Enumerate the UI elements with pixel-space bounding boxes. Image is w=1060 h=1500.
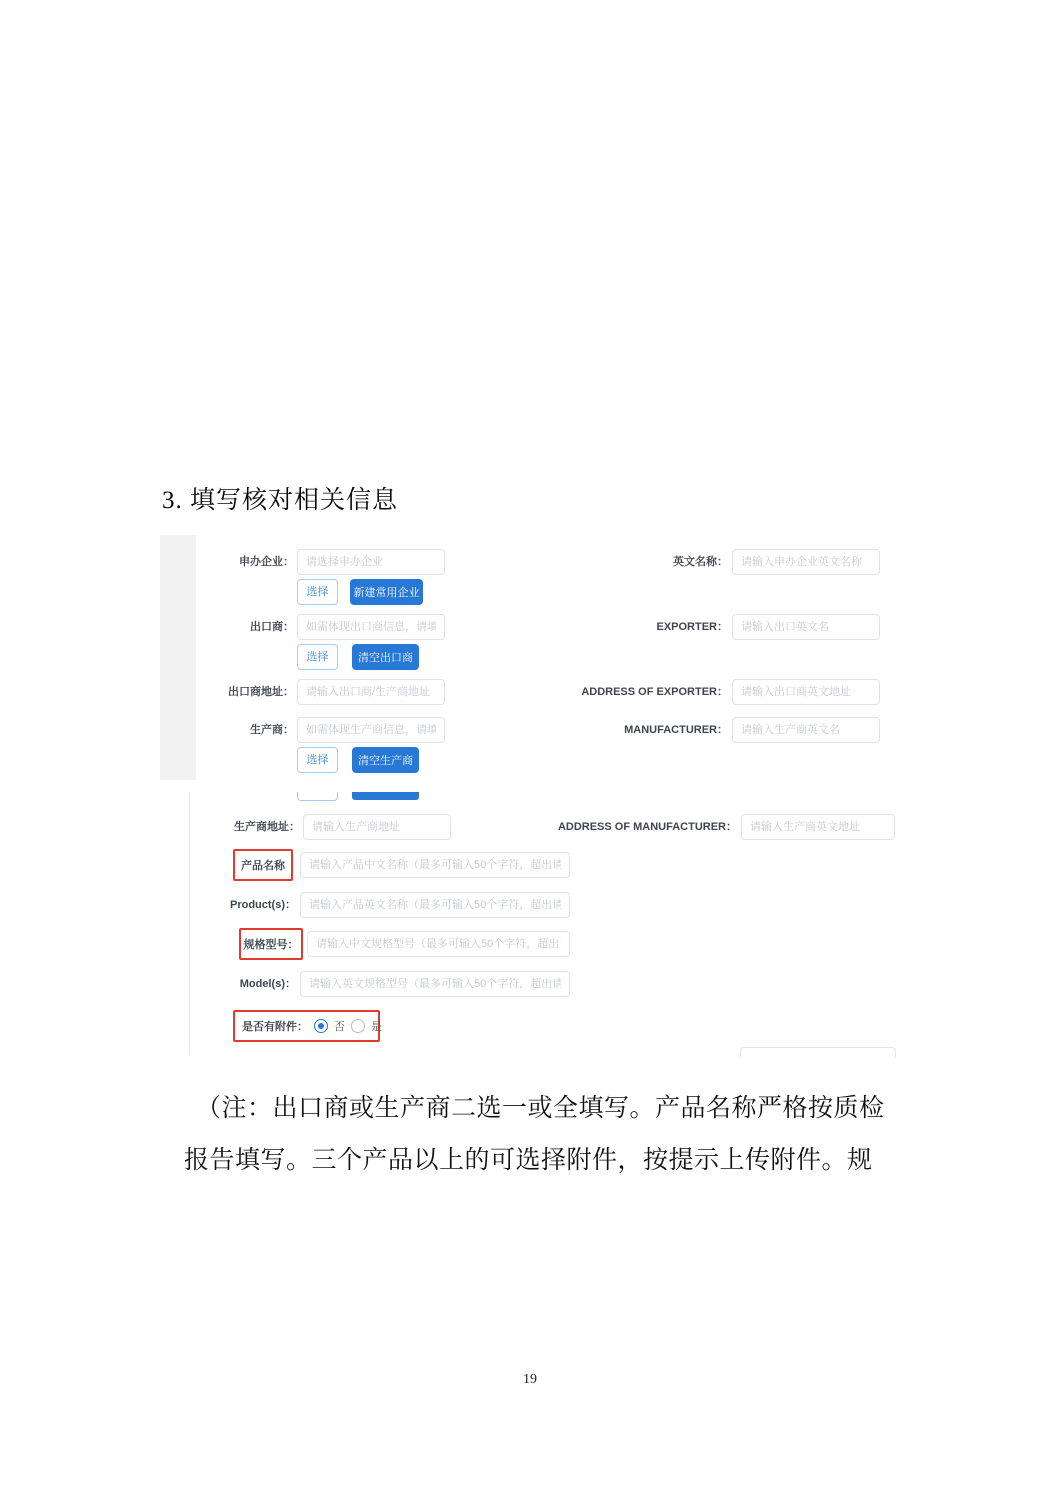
new-company-button[interactable]: 新建常用企业 [350, 579, 423, 605]
manufacturer-addr-cn-input[interactable] [303, 814, 451, 840]
exporter-cn-input[interactable] [297, 614, 445, 640]
manufacturer-cn-label: 生产商： [250, 724, 294, 736]
manufacturer-addr-cn-label: 生产商地址： [234, 821, 300, 833]
model-en-input[interactable] [300, 971, 570, 997]
model-en-label: Model(s)： [239, 978, 296, 990]
product-en-label: Product(s)： [230, 899, 296, 911]
attachment-no-radio[interactable] [314, 1019, 328, 1033]
section-heading: 3. 填写核对相关信息 [162, 487, 399, 514]
cut-primary-button-fragment [352, 792, 419, 800]
cut-select-button-fragment [297, 792, 338, 801]
applicant-cn-input[interactable] [297, 549, 445, 575]
applicant-en-input[interactable] [732, 549, 880, 575]
exporter-cn-label: 出口商： [250, 621, 294, 633]
attachment-no-label: 否 [334, 1021, 345, 1033]
select-exporter-button[interactable]: 选择 [297, 644, 338, 670]
manufacturer-addr-en-label: ADDRESS OF MANUFACTURER： [557, 821, 737, 833]
clear-manufacturer-button[interactable]: 清空生产商 [352, 747, 419, 773]
manufacturer-addr-en-input[interactable] [741, 814, 895, 840]
exporter-addr-cn-input[interactable] [297, 679, 445, 705]
applicant-en-label: 英文名称： [673, 556, 728, 568]
manufacturer-en-input[interactable] [732, 717, 880, 743]
exporter-addr-cn-label: 出口商地址： [228, 686, 294, 698]
product-cn-input[interactable] [300, 852, 570, 878]
attachment-yes-label: 是 [371, 1021, 382, 1033]
product-cn-label: 产品名称 [241, 860, 285, 872]
exporter-en-input[interactable] [732, 614, 880, 640]
product-cn-highlight-box [233, 849, 293, 881]
select-applicant-button[interactable]: 选择 [297, 579, 338, 605]
product-en-input[interactable] [300, 892, 570, 918]
manufacturer-cn-input[interactable] [297, 717, 445, 743]
attachment-highlight-box [233, 1010, 380, 1042]
model-cn-highlight-box [239, 928, 303, 960]
model-cn-input[interactable] [307, 931, 570, 957]
exporter-en-label: EXPORTER： [656, 621, 728, 633]
cut-input-fragment [740, 1047, 896, 1057]
exporter-addr-en-label: ADDRESS OF EXPORTER： [581, 686, 728, 698]
select-manufacturer-button[interactable]: 选择 [297, 747, 338, 773]
attachment-yes-radio[interactable] [351, 1019, 365, 1033]
exporter-addr-en-input[interactable] [732, 679, 880, 705]
clear-exporter-button[interactable]: 清空出口商 [352, 644, 419, 670]
manufacturer-en-label: MANUFACTURER： [624, 724, 728, 736]
page-number: 19 [523, 1372, 537, 1387]
model-cn-label: 规格型号： [243, 939, 299, 951]
applicant-cn-label: 申办企业： [239, 556, 294, 568]
note-text-line1: （注：出口商或生产商二选一或全填写。产品名称严格按质检 [196, 1095, 885, 1122]
attachment-label: 是否有附件： [242, 1021, 308, 1033]
note-text-line2: 报告填写。三个产品以上的可选择附件，按提示上传附件。规 [184, 1147, 873, 1174]
